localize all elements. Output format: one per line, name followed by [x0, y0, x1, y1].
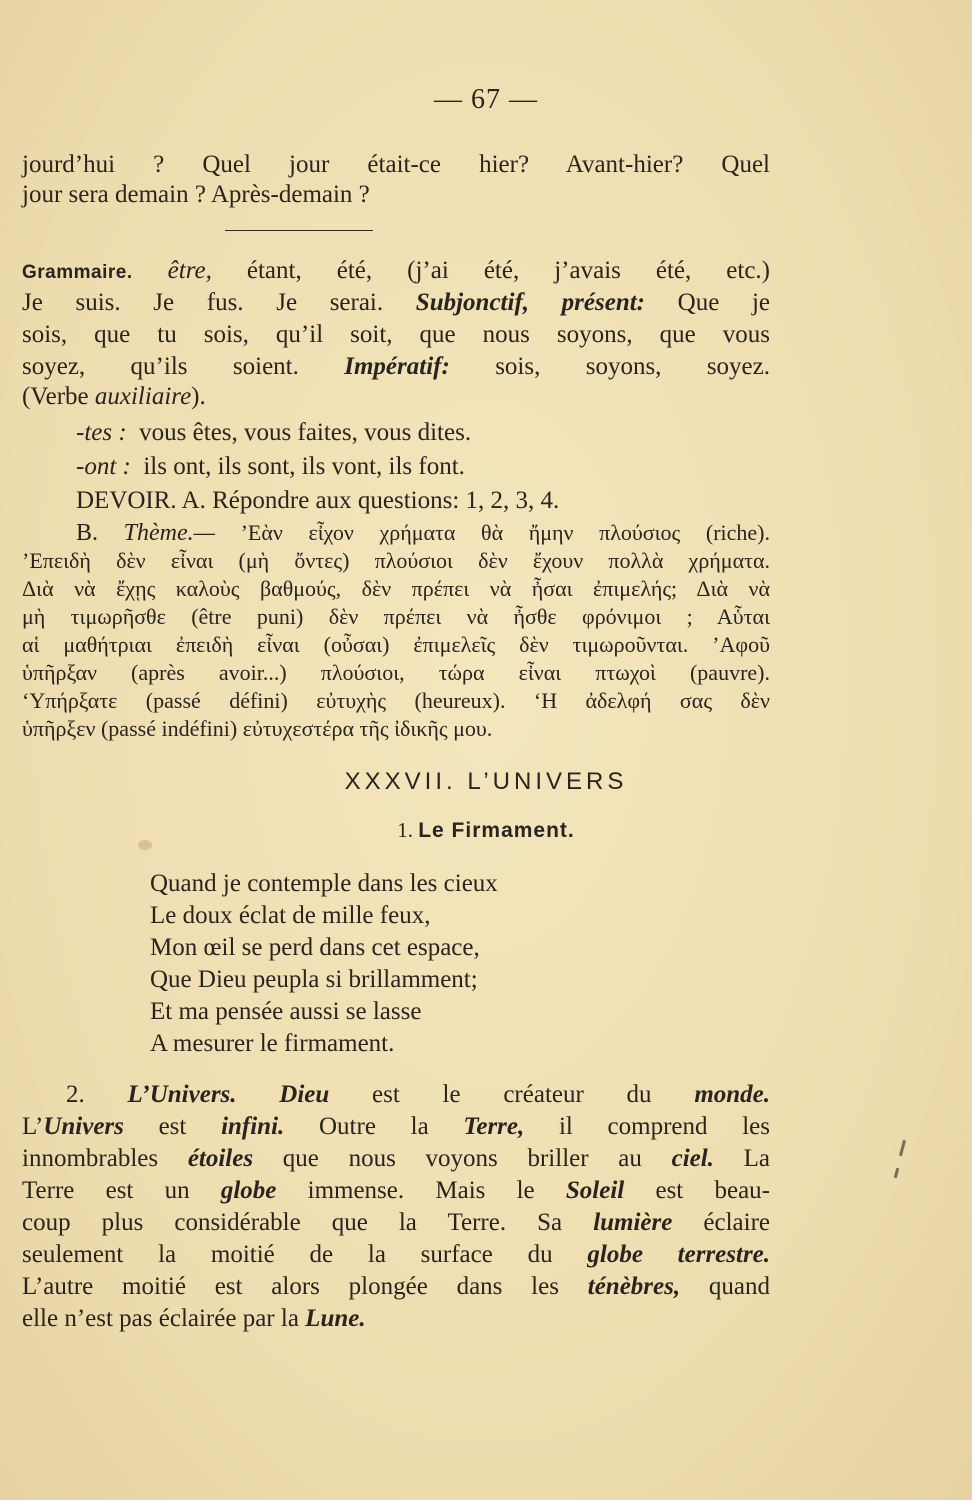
paper-stain	[138, 840, 152, 850]
devoir-line-a: DEVOIR. A. Répondre aux questions: 1, 2, 3, 4.	[76, 487, 560, 514]
para2-text: que nous voyons briller au	[282, 1145, 642, 1172]
ont-examples: ils ont, ils sont, ils vont, ils font.	[143, 453, 465, 480]
poem-line: Le doux éclat de mille feux,	[150, 902, 431, 929]
lesson-heading: XXXVII. L’UNIVERS	[344, 768, 628, 795]
greek-line-2: ’Επειδὴ δὲν εἶναι (μὴ ὄντες) πλούσιοι δὲν ἔχουν πολλὰ χρήματα.	[22, 548, 770, 573]
para2-text: L’autre moitié est alors plongée dans les	[22, 1273, 559, 1300]
para2-line-8	[22, 1304, 770, 1334]
grammar-line-2	[22, 288, 770, 318]
greek-line-4: μὴ τιμωρῆσθε (être puni) δὲν πρέπει νὰ ἦσθε φρόνιμοι ; Αὗται	[22, 604, 770, 629]
para2-text: Outre la	[319, 1113, 429, 1140]
term-ciel: ciel.	[671, 1145, 714, 1172]
para2-text: La	[743, 1145, 771, 1172]
verb-note-open: (Verbe	[22, 383, 89, 410]
term-infini: infini.	[221, 1113, 285, 1140]
term-univers: L’Univers.	[127, 1081, 237, 1108]
para2-line-6	[22, 1240, 770, 1270]
devoir-theme-line	[76, 518, 770, 548]
subjunctive-label: Subjonctif, présent:	[415, 289, 645, 316]
theme-label: Thème.—	[123, 520, 215, 546]
grammar-line-3: sois, que tu sois, qu’il soit, que nous soyons, que vous	[22, 321, 770, 348]
para2-text: immense. Mais le	[307, 1177, 535, 1204]
subjunctive-start: Que je	[677, 289, 770, 316]
para2-article: L’	[22, 1113, 44, 1140]
grammar-forms: étant, été, (j’ai été, j’avais été, etc.)	[246, 257, 771, 284]
poem-line: Quand je contemple dans les cieux	[150, 870, 498, 897]
para2-line-1	[22, 1080, 770, 1110]
para2-text: Terre est un	[22, 1177, 190, 1204]
grammar-label: Grammaire.	[22, 262, 133, 283]
intro-line-1: jourd’hui ? Quel jour était-ce hier? Avant-hier? Quel	[22, 151, 770, 178]
para2-text: innombrables	[22, 1145, 159, 1172]
section-divider	[225, 230, 373, 231]
para2-text: il comprend les	[558, 1113, 770, 1140]
para2-line-7	[22, 1272, 770, 1302]
term-soleil: Soleil	[565, 1177, 625, 1204]
greek-line-5: αἱ μαθήτριαι ἐπειδὴ εἶναι (οὖσαι) ἐπιμελεῖς δὲν τιμωροῦνται. ’Αφοῦ	[22, 632, 770, 657]
grammar-ont-line	[76, 452, 465, 482]
grammar-verb: être,	[167, 257, 212, 284]
term-lumiere: lumière	[593, 1209, 673, 1236]
greek-line-7: ‘Υπήρξατε (passé défini) εὐτυχὴς (heureux). ‘Η ἀδελφή σας δὲν	[22, 688, 770, 713]
tes-examples: vous êtes, vous faites, vous dites.	[139, 419, 472, 446]
page-number: — 67 —	[434, 84, 538, 115]
poem-line: Et ma pensée aussi se lasse	[150, 998, 422, 1025]
term-univers-2: Univers	[43, 1113, 124, 1140]
devoir-b-label: B.	[76, 520, 99, 546]
subheading-title: Le Firmament.	[418, 819, 575, 842]
term-monde: monde.	[694, 1081, 771, 1108]
ont-label: -ont :	[76, 453, 131, 480]
para2-number: 2.	[66, 1081, 85, 1108]
grammar-line-1	[22, 256, 770, 288]
term-tenebres: ténèbres,	[587, 1273, 681, 1300]
term-dieu: Dieu	[279, 1081, 330, 1108]
para2-line-5	[22, 1208, 770, 1238]
para2-text: est	[158, 1113, 187, 1140]
poem-line: Mon œil se perd dans cet espace,	[150, 934, 480, 961]
para2-line-2	[22, 1112, 770, 1142]
para2-text: coup plus considérable que la Terre. Sa	[22, 1209, 563, 1236]
para2-text: elle n’est pas éclairée par la	[22, 1305, 299, 1332]
term-terre: Terre,	[463, 1113, 525, 1140]
tes-label: -tes :	[76, 419, 127, 446]
term-etoiles: étoiles	[187, 1145, 254, 1172]
para2-text: seulement la moitié de la surface du	[22, 1241, 553, 1268]
grammar-line-4	[22, 352, 770, 382]
poem	[150, 868, 498, 1060]
grammar-tenses: Je suis. Je fus. Je serai.	[22, 289, 384, 316]
greek-line-8: ὑπῆρξεν (passé indéfini) εὐτυχεστέρα τῆς ἰδικῆς μου.	[22, 716, 493, 741]
imperative-label: Impératif:	[344, 353, 450, 380]
greek-line-6: ὑπῆρξαν (après avoir...) πλούσιοι, τώρα εἶναι πτωχοὶ (pauvre).	[22, 660, 770, 685]
para2-text: est beau-	[655, 1177, 770, 1204]
subjunctive-end: soyez, qu’ils soient.	[22, 353, 299, 380]
para2-line-4	[22, 1176, 770, 1206]
term-globe: globe	[220, 1177, 277, 1204]
grammar-line-5	[22, 382, 770, 412]
subheading-number: 1.	[397, 818, 413, 842]
term-globe-terrestre: globe terrestre.	[587, 1241, 771, 1268]
term-lune: Lune.	[305, 1305, 366, 1332]
poem-line: Que Dieu peupla si brillamment;	[150, 966, 478, 993]
greek-sentence-1: ’Εὰν εἶχον χρήματα θὰ ἤμην πλούσιος (riche).	[240, 520, 770, 545]
verb-note-close: ).	[191, 383, 206, 410]
intro-line-2: jour sera demain ? Après-demain ?	[22, 181, 370, 208]
verb-note-auxiliary: auxiliaire	[94, 383, 192, 410]
para2-text: est le créateur du	[372, 1081, 652, 1108]
grammar-tes-line	[76, 418, 471, 448]
para2-text: quand	[708, 1273, 771, 1300]
margin-mark	[894, 1168, 899, 1178]
greek-line-3: Διὰ νὰ ἔχῃς καλοὺς βαθμούς, δὲν πρέπει νὰ ἦσαι ἐπιμελής; Διὰ νὰ	[22, 576, 770, 601]
para2-text: éclaire	[703, 1209, 771, 1236]
margin-mark	[899, 1140, 906, 1156]
imperative-forms: sois, soyons, soyez.	[495, 353, 770, 380]
poem-line: A mesurer le firmament.	[150, 1030, 395, 1057]
para2-line-3	[22, 1144, 770, 1174]
